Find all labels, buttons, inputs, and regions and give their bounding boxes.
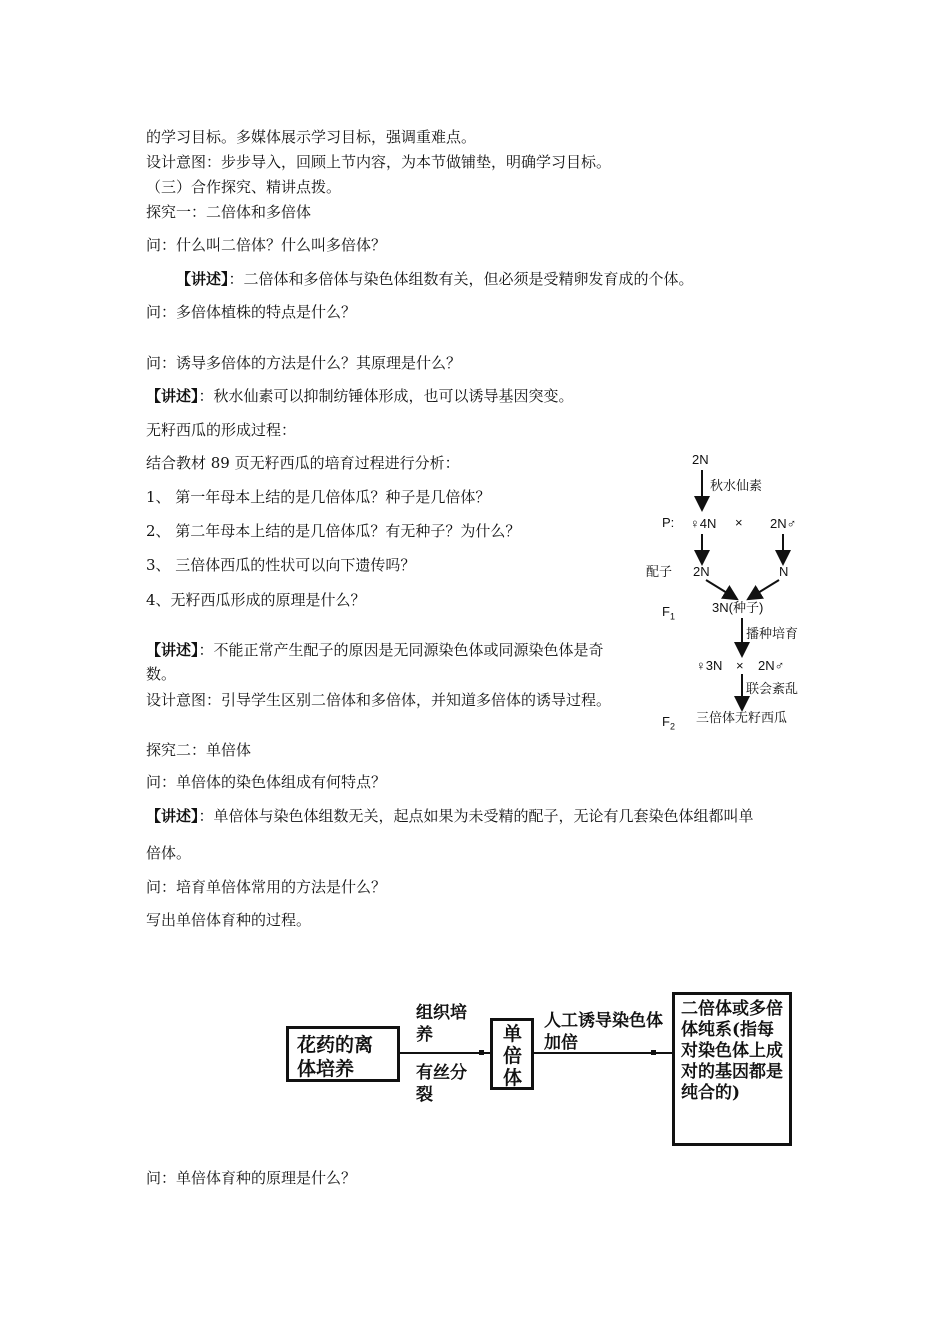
narration-tag: 【讲述】	[146, 807, 199, 825]
narration	[176, 269, 694, 289]
narration-text: ：不能正常产生配子的原因是无同源染色体或同源染色体是奇数。	[146, 641, 604, 683]
arrow-fertilization-f	[706, 580, 732, 596]
f1-seed: 3N(种子)	[712, 600, 764, 615]
cross-symbol-2: ×	[736, 658, 744, 673]
section-heading: （三）合作探究、精讲点拨。	[146, 178, 342, 196]
numbered-question: 3、 三倍体西瓜的性状可以向下遗传吗？	[146, 556, 416, 574]
question: 问：培育单倍体常用的方法是什么？	[146, 878, 387, 896]
numbered-question: 2、 第二年母本上结的是几倍体瓜？有无种子？为什么？	[146, 522, 521, 540]
gamete-label: 配子	[646, 564, 673, 579]
text-line: 结合教材 89 页无籽西瓜的培育过程进行分析：	[146, 454, 460, 472]
question: 问：单倍体育种的原理是什么？	[146, 1169, 357, 1187]
male-gamete: N	[779, 564, 789, 579]
instruction: 写出单倍体育种的过程。	[146, 911, 312, 929]
mitosis-label: 有丝分裂	[416, 1063, 467, 1105]
question: 问：多倍体植株的特点是什么？	[146, 303, 357, 321]
haploid-box: 单倍体	[490, 1018, 534, 1090]
f1-label: $F_1$	[662, 604, 675, 622]
seedless-watermelon: 三倍体无籽西瓜	[696, 710, 788, 725]
p-label: P:	[662, 515, 675, 530]
female-parent: ♀4N	[690, 516, 717, 531]
male-parent: 2N♂	[770, 516, 797, 531]
diploid-male: 2N♂	[758, 658, 785, 673]
narration-text: ：二倍体和多倍体与染色体组数有关，但必须是受精卵发育成的个体。	[228, 270, 694, 288]
narration-text: ：秋水仙素可以抑制纺锤体形成，也可以诱导基因突变。	[198, 387, 574, 405]
tissue-culture-label: 组织培养	[416, 1003, 467, 1045]
narration-text: ：单倍体与染色体组数无关，起点如果为未受精的配子，无论有几套染色体组都叫单	[198, 807, 754, 825]
numbered-question: 1、 第一年母本上结的是几倍体瓜？种子是几倍体？	[146, 488, 491, 506]
colchicine-label: 秋水仙素	[710, 478, 763, 493]
question: 问：什么叫二倍体？什么叫多倍体？	[146, 236, 387, 254]
design-intent: 设计意图：引导学生区别二倍体和多倍体，并知道多倍体的诱导过程。	[146, 691, 612, 709]
narration-continued: 倍体。	[146, 844, 192, 862]
narration	[146, 638, 626, 686]
narration-tag: 【讲述】	[146, 641, 199, 659]
chromosome-doubling-label: 人工诱导染色体加倍	[544, 1011, 663, 1053]
question: 问：单倍体的染色体组成有何特点？	[146, 773, 387, 791]
narration-tag: 【讲述】	[146, 387, 199, 405]
anther-culture-box: 花药的离体培养	[286, 1026, 400, 1082]
numbered-question: 4、无籽西瓜形成的原理是什么？	[146, 591, 366, 609]
meiosis-label: 联会紊乱	[746, 681, 799, 696]
question: 问：诱导多倍体的方法是什么？其原理是什么？	[146, 354, 462, 372]
watermelon-breeding-diagram	[640, 448, 820, 738]
design-intent: 设计意图：步步导入，回顾上节内容，为本节做铺垫，明确学习目标。	[146, 153, 612, 171]
inquiry-heading: 探究二：单倍体	[146, 741, 252, 759]
pure-line-box: 二倍体或多倍体纯系(指每对染色体上成对的基因都是纯合的)	[672, 992, 792, 1146]
haploid-breeding-flow	[282, 992, 802, 1152]
narration	[146, 386, 574, 406]
sow-label: 播种培育	[746, 626, 799, 641]
f2-label: $F_2$	[662, 714, 675, 732]
narration	[146, 806, 754, 826]
triploid-female: ♀3N	[696, 658, 723, 673]
diploid-label: 2N	[692, 452, 709, 467]
arrow-fertilization-m	[753, 580, 779, 596]
cross-symbol: ×	[735, 515, 743, 530]
inquiry-heading: 探究一：二倍体和多倍体	[146, 203, 312, 221]
female-gamete: 2N	[693, 564, 710, 579]
narration-tag: 【讲述】	[176, 270, 229, 288]
subheading: 无籽西瓜的形成过程：	[146, 421, 297, 439]
text-line: 的学习目标。多媒体展示学习目标，强调重难点。	[146, 128, 477, 146]
